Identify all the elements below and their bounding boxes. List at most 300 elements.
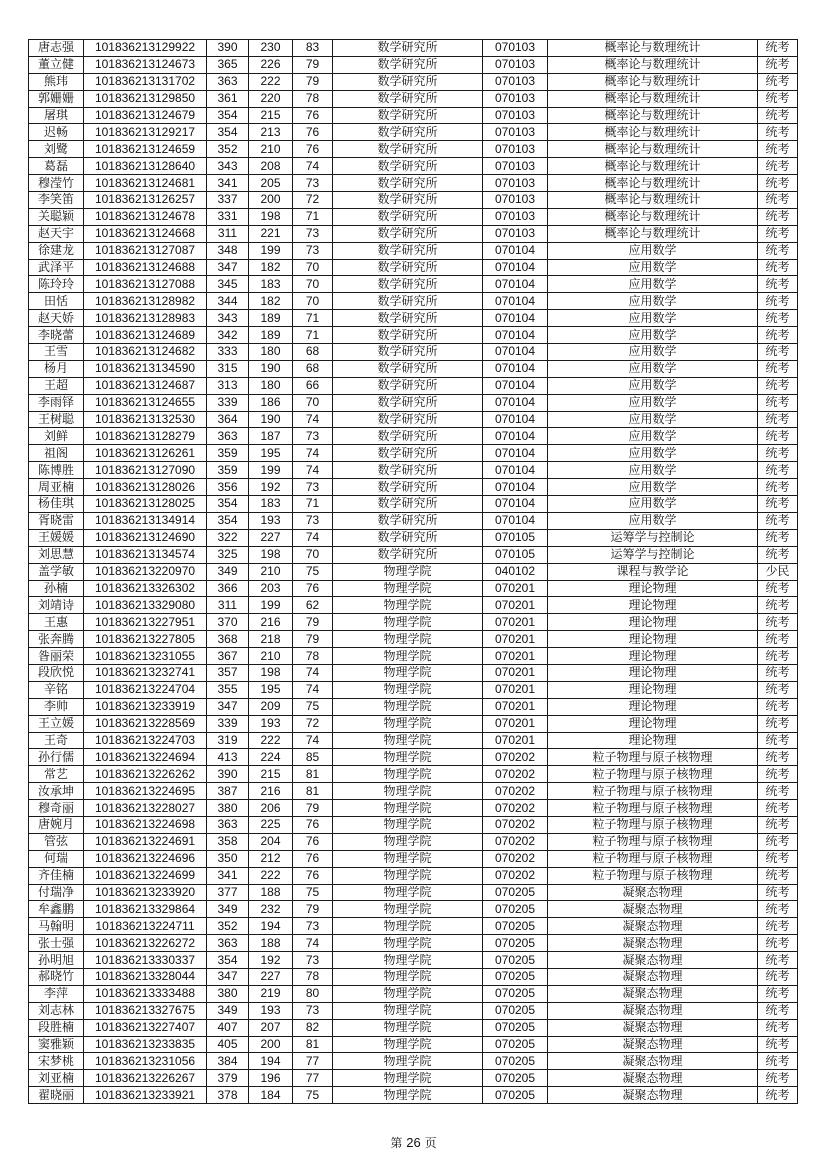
exam-id: 101836213333488 xyxy=(84,985,207,1002)
subtotal-score: 213 xyxy=(249,124,293,141)
major-code: 070201 xyxy=(483,597,548,614)
table-row xyxy=(29,546,798,563)
exam-id: 101836213224695 xyxy=(84,783,207,800)
exam-type: 统考 xyxy=(758,614,798,631)
major-name: 应用数学 xyxy=(548,377,758,394)
table-row xyxy=(29,479,798,496)
subtotal-score: 193 xyxy=(249,512,293,529)
total-score: 337 xyxy=(207,192,249,209)
major-code: 070104 xyxy=(483,259,548,276)
subject-score: 79 xyxy=(293,800,333,817)
department: 物理学院 xyxy=(333,867,483,884)
subject-score: 76 xyxy=(293,141,333,158)
exam-type: 统考 xyxy=(758,344,798,361)
major-code: 070103 xyxy=(483,107,548,124)
table-row xyxy=(29,698,798,715)
table-row xyxy=(29,276,798,293)
subtotal-score: 207 xyxy=(249,1019,293,1036)
department: 数学研究所 xyxy=(333,276,483,293)
table-row xyxy=(29,293,798,310)
exam-id: 101836213124659 xyxy=(84,141,207,158)
exam-type: 统考 xyxy=(758,783,798,800)
subtotal-score: 222 xyxy=(249,73,293,90)
exam-type: 统考 xyxy=(758,242,798,259)
table-row xyxy=(29,344,798,361)
major-name: 凝聚态物理 xyxy=(548,884,758,901)
major-code: 070104 xyxy=(483,293,548,310)
student-name: 郭姗姗 xyxy=(29,90,84,107)
major-code: 070103 xyxy=(483,73,548,90)
exam-type: 统考 xyxy=(758,141,798,158)
subtotal-score: 195 xyxy=(249,681,293,698)
total-score: 367 xyxy=(207,648,249,665)
total-score: 366 xyxy=(207,580,249,597)
major-code: 070205 xyxy=(483,1087,548,1104)
subject-score: 79 xyxy=(293,614,333,631)
exam-id: 101836213224703 xyxy=(84,732,207,749)
total-score: 311 xyxy=(207,225,249,242)
table-row xyxy=(29,1070,798,1087)
subject-score: 74 xyxy=(293,935,333,952)
total-score: 377 xyxy=(207,884,249,901)
table-body xyxy=(29,40,798,1104)
subtotal-score: 218 xyxy=(249,631,293,648)
department: 物理学院 xyxy=(333,698,483,715)
subject-score: 73 xyxy=(293,225,333,242)
subtotal-score: 215 xyxy=(249,107,293,124)
subtotal-score: 225 xyxy=(249,816,293,833)
exam-id: 101836213233919 xyxy=(84,698,207,715)
table-row xyxy=(29,175,798,192)
department: 物理学院 xyxy=(333,563,483,580)
subject-score: 73 xyxy=(293,242,333,259)
subject-score: 72 xyxy=(293,715,333,732)
department: 数学研究所 xyxy=(333,512,483,529)
student-name: 郝晓竹 xyxy=(29,968,84,985)
subject-score: 73 xyxy=(293,918,333,935)
major-name: 运筹学与控制论 xyxy=(548,529,758,546)
subtotal-score: 199 xyxy=(249,462,293,479)
major-code: 040102 xyxy=(483,563,548,580)
table-row xyxy=(29,816,798,833)
table-row xyxy=(29,1036,798,1053)
department: 数学研究所 xyxy=(333,259,483,276)
major-code: 070205 xyxy=(483,884,548,901)
student-name: 迟畅 xyxy=(29,124,84,141)
exam-type: 统考 xyxy=(758,327,798,344)
subtotal-score: 192 xyxy=(249,479,293,496)
exam-type: 统考 xyxy=(758,310,798,327)
exam-id: 101836213124681 xyxy=(84,175,207,192)
student-name: 李帅 xyxy=(29,698,84,715)
subject-score: 73 xyxy=(293,1002,333,1019)
exam-id: 101836213124678 xyxy=(84,208,207,225)
major-code: 070103 xyxy=(483,90,548,107)
total-score: 354 xyxy=(207,107,249,124)
department: 数学研究所 xyxy=(333,192,483,209)
major-name: 概率论与数理统计 xyxy=(548,225,758,242)
subtotal-score: 188 xyxy=(249,884,293,901)
table-row xyxy=(29,563,798,580)
subtotal-score: 190 xyxy=(249,360,293,377)
total-score: 339 xyxy=(207,715,249,732)
major-name: 应用数学 xyxy=(548,293,758,310)
total-score: 413 xyxy=(207,749,249,766)
major-name: 凝聚态物理 xyxy=(548,1019,758,1036)
exam-id: 101836213127088 xyxy=(84,276,207,293)
exam-type: 统考 xyxy=(758,73,798,90)
subtotal-score: 188 xyxy=(249,935,293,952)
department: 物理学院 xyxy=(333,901,483,918)
exam-id: 101836213224704 xyxy=(84,681,207,698)
exam-type: 统考 xyxy=(758,715,798,732)
exam-id: 101836213124673 xyxy=(84,56,207,73)
exam-type: 统考 xyxy=(758,40,798,57)
table-row xyxy=(29,225,798,242)
department: 数学研究所 xyxy=(333,124,483,141)
table-row xyxy=(29,648,798,665)
subject-score: 83 xyxy=(293,40,333,57)
student-name: 牟鑫鹏 xyxy=(29,901,84,918)
subtotal-score: 230 xyxy=(249,40,293,57)
table-row xyxy=(29,327,798,344)
subject-score: 72 xyxy=(293,192,333,209)
exam-type: 统考 xyxy=(758,445,798,462)
total-score: 380 xyxy=(207,985,249,1002)
student-name: 孙行儒 xyxy=(29,749,84,766)
total-score: 322 xyxy=(207,529,249,546)
major-name: 理论物理 xyxy=(548,664,758,681)
major-name: 凝聚态物理 xyxy=(548,935,758,952)
department: 数学研究所 xyxy=(333,56,483,73)
department: 物理学院 xyxy=(333,715,483,732)
department: 数学研究所 xyxy=(333,496,483,513)
department: 物理学院 xyxy=(333,597,483,614)
exam-id: 101836213134914 xyxy=(84,512,207,529)
subtotal-score: 183 xyxy=(249,496,293,513)
major-code: 070202 xyxy=(483,850,548,867)
major-name: 应用数学 xyxy=(548,259,758,276)
subject-score: 74 xyxy=(293,732,333,749)
student-name: 马翰明 xyxy=(29,918,84,935)
major-code: 070201 xyxy=(483,715,548,732)
major-code: 070104 xyxy=(483,411,548,428)
department: 数学研究所 xyxy=(333,107,483,124)
subject-score: 70 xyxy=(293,546,333,563)
exam-id: 101836213127087 xyxy=(84,242,207,259)
major-code: 070201 xyxy=(483,664,548,681)
major-name: 理论物理 xyxy=(548,614,758,631)
total-score: 356 xyxy=(207,479,249,496)
department: 物理学院 xyxy=(333,1002,483,1019)
exam-type: 统考 xyxy=(758,816,798,833)
total-score: 315 xyxy=(207,360,249,377)
major-name: 应用数学 xyxy=(548,496,758,513)
student-name: 刘志林 xyxy=(29,1002,84,1019)
exam-type: 统考 xyxy=(758,681,798,698)
major-code: 070205 xyxy=(483,952,548,969)
exam-id: 101836213233921 xyxy=(84,1087,207,1104)
department: 数学研究所 xyxy=(333,40,483,57)
department: 物理学院 xyxy=(333,968,483,985)
major-code: 070201 xyxy=(483,614,548,631)
total-score: 354 xyxy=(207,952,249,969)
student-name: 武泽平 xyxy=(29,259,84,276)
subject-score: 70 xyxy=(293,276,333,293)
student-name: 李晓蕾 xyxy=(29,327,84,344)
table-row xyxy=(29,73,798,90)
major-name: 凝聚态物理 xyxy=(548,952,758,969)
student-name: 昝丽荣 xyxy=(29,648,84,665)
subtotal-score: 232 xyxy=(249,901,293,918)
department: 数学研究所 xyxy=(333,175,483,192)
subtotal-score: 183 xyxy=(249,276,293,293)
major-name: 应用数学 xyxy=(548,276,758,293)
subtotal-score: 204 xyxy=(249,833,293,850)
total-score: 342 xyxy=(207,327,249,344)
subtotal-score: 196 xyxy=(249,1070,293,1087)
total-score: 345 xyxy=(207,276,249,293)
exam-type: 统考 xyxy=(758,631,798,648)
table-row xyxy=(29,259,798,276)
major-code: 070202 xyxy=(483,766,548,783)
major-name: 概率论与数理统计 xyxy=(548,141,758,158)
major-name: 概率论与数理统计 xyxy=(548,56,758,73)
department: 物理学院 xyxy=(333,918,483,935)
table-row xyxy=(29,766,798,783)
table-row xyxy=(29,242,798,259)
table-row xyxy=(29,90,798,107)
subtotal-score: 198 xyxy=(249,208,293,225)
exam-id: 101836213233835 xyxy=(84,1036,207,1053)
subject-score: 73 xyxy=(293,952,333,969)
exam-type: 统考 xyxy=(758,546,798,563)
major-name: 粒子物理与原子核物理 xyxy=(548,850,758,867)
subtotal-score: 222 xyxy=(249,732,293,749)
major-name: 应用数学 xyxy=(548,310,758,327)
student-name: 王超 xyxy=(29,377,84,394)
student-name: 祖阁 xyxy=(29,445,84,462)
exam-type: 统考 xyxy=(758,496,798,513)
exam-type: 统考 xyxy=(758,1019,798,1036)
student-name: 陈博胜 xyxy=(29,462,84,479)
department: 物理学院 xyxy=(333,749,483,766)
exam-type: 统考 xyxy=(758,377,798,394)
major-name: 凝聚态物理 xyxy=(548,985,758,1002)
exam-type: 少民 xyxy=(758,563,798,580)
major-code: 070202 xyxy=(483,749,548,766)
exam-id: 101836213124668 xyxy=(84,225,207,242)
table-row xyxy=(29,732,798,749)
student-name: 刘鲜 xyxy=(29,428,84,445)
subject-score: 79 xyxy=(293,631,333,648)
subtotal-score: 220 xyxy=(249,90,293,107)
subtotal-score: 186 xyxy=(249,394,293,411)
subject-score: 76 xyxy=(293,850,333,867)
major-code: 070104 xyxy=(483,327,548,344)
major-name: 概率论与数理统计 xyxy=(548,208,758,225)
major-code: 070104 xyxy=(483,344,548,361)
student-name: 孙明旭 xyxy=(29,952,84,969)
major-name: 课程与教学论 xyxy=(548,563,758,580)
exam-type: 统考 xyxy=(758,918,798,935)
total-score: 341 xyxy=(207,867,249,884)
subject-score: 79 xyxy=(293,901,333,918)
subject-score: 75 xyxy=(293,884,333,901)
exam-id: 101836213224691 xyxy=(84,833,207,850)
major-name: 凝聚态物理 xyxy=(548,1070,758,1087)
table-row xyxy=(29,158,798,175)
major-code: 070103 xyxy=(483,208,548,225)
total-score: 344 xyxy=(207,293,249,310)
student-name: 唐婉月 xyxy=(29,816,84,833)
exam-id: 101836213227805 xyxy=(84,631,207,648)
major-code: 070103 xyxy=(483,40,548,57)
exam-id: 101836213228027 xyxy=(84,800,207,817)
exam-type: 统考 xyxy=(758,276,798,293)
major-name: 理论物理 xyxy=(548,715,758,732)
subtotal-score: 199 xyxy=(249,597,293,614)
major-code: 070103 xyxy=(483,225,548,242)
total-score: 380 xyxy=(207,800,249,817)
exam-type: 统考 xyxy=(758,1036,798,1053)
major-code: 070205 xyxy=(483,935,548,952)
total-score: 349 xyxy=(207,901,249,918)
student-name: 唐志强 xyxy=(29,40,84,57)
subject-score: 80 xyxy=(293,985,333,1002)
exam-type: 统考 xyxy=(758,580,798,597)
subtotal-score: 221 xyxy=(249,225,293,242)
exam-id: 101836213129922 xyxy=(84,40,207,57)
student-name: 刘亚楠 xyxy=(29,1070,84,1087)
table-row xyxy=(29,800,798,817)
subtotal-score: 224 xyxy=(249,749,293,766)
department: 物理学院 xyxy=(333,648,483,665)
student-name: 葛磊 xyxy=(29,158,84,175)
exam-id: 101836213226267 xyxy=(84,1070,207,1087)
exam-type: 统考 xyxy=(758,124,798,141)
major-code: 070104 xyxy=(483,512,548,529)
department: 数学研究所 xyxy=(333,344,483,361)
major-name: 凝聚态物理 xyxy=(548,1036,758,1053)
total-score: 354 xyxy=(207,496,249,513)
exam-id: 101836213231056 xyxy=(84,1053,207,1070)
subject-score: 77 xyxy=(293,1070,333,1087)
exam-id: 101836213124679 xyxy=(84,107,207,124)
major-code: 070205 xyxy=(483,1002,548,1019)
table-row xyxy=(29,208,798,225)
student-name: 屠琪 xyxy=(29,107,84,124)
exam-type: 统考 xyxy=(758,1053,798,1070)
major-code: 070202 xyxy=(483,833,548,850)
table-row xyxy=(29,681,798,698)
student-name: 王雪 xyxy=(29,344,84,361)
table-row xyxy=(29,428,798,445)
table-row xyxy=(29,394,798,411)
table-row xyxy=(29,310,798,327)
table-row xyxy=(29,918,798,935)
total-score: 407 xyxy=(207,1019,249,1036)
subject-score: 68 xyxy=(293,360,333,377)
exam-id: 101836213124682 xyxy=(84,344,207,361)
total-score: 358 xyxy=(207,833,249,850)
major-name: 凝聚态物理 xyxy=(548,968,758,985)
subtotal-score: 227 xyxy=(249,968,293,985)
major-code: 070205 xyxy=(483,985,548,1002)
department: 数学研究所 xyxy=(333,411,483,428)
exam-type: 统考 xyxy=(758,428,798,445)
exam-type: 统考 xyxy=(758,749,798,766)
total-score: 343 xyxy=(207,158,249,175)
student-name: 孙楠 xyxy=(29,580,84,597)
major-code: 070103 xyxy=(483,56,548,73)
subtotal-score: 194 xyxy=(249,1053,293,1070)
major-name: 粒子物理与原子核物理 xyxy=(548,816,758,833)
subtotal-score: 187 xyxy=(249,428,293,445)
exam-id: 101836213228569 xyxy=(84,715,207,732)
exam-id: 101836213128026 xyxy=(84,479,207,496)
subject-score: 62 xyxy=(293,597,333,614)
exam-type: 统考 xyxy=(758,648,798,665)
table-row xyxy=(29,783,798,800)
total-score: 348 xyxy=(207,242,249,259)
department: 数学研究所 xyxy=(333,141,483,158)
department: 数学研究所 xyxy=(333,462,483,479)
department: 数学研究所 xyxy=(333,225,483,242)
student-name: 张士强 xyxy=(29,935,84,952)
total-score: 333 xyxy=(207,344,249,361)
major-code: 070105 xyxy=(483,529,548,546)
exam-id: 101836213233920 xyxy=(84,884,207,901)
table-row xyxy=(29,749,798,766)
exam-id: 101836213128640 xyxy=(84,158,207,175)
major-name: 应用数学 xyxy=(548,327,758,344)
subject-score: 74 xyxy=(293,681,333,698)
department: 物理学院 xyxy=(333,816,483,833)
exam-id: 101836213329080 xyxy=(84,597,207,614)
table-row xyxy=(29,597,798,614)
subject-score: 70 xyxy=(293,394,333,411)
subject-score: 74 xyxy=(293,529,333,546)
department: 数学研究所 xyxy=(333,360,483,377)
major-name: 凝聚态物理 xyxy=(548,1002,758,1019)
department: 数学研究所 xyxy=(333,90,483,107)
total-score: 349 xyxy=(207,563,249,580)
exam-id: 101836213328044 xyxy=(84,968,207,985)
major-name: 应用数学 xyxy=(548,344,758,361)
subject-score: 74 xyxy=(293,411,333,428)
major-code: 070205 xyxy=(483,968,548,985)
major-code: 070103 xyxy=(483,124,548,141)
major-name: 粒子物理与原子核物理 xyxy=(548,783,758,800)
total-score: 354 xyxy=(207,124,249,141)
exam-id: 101836213128983 xyxy=(84,310,207,327)
table-row xyxy=(29,411,798,428)
subtotal-score: 193 xyxy=(249,1002,293,1019)
major-code: 070104 xyxy=(483,479,548,496)
student-name: 常艺 xyxy=(29,766,84,783)
exam-type: 统考 xyxy=(758,766,798,783)
exam-type: 统考 xyxy=(758,664,798,681)
total-score: 363 xyxy=(207,428,249,445)
exam-type: 统考 xyxy=(758,90,798,107)
total-score: 363 xyxy=(207,73,249,90)
major-code: 070202 xyxy=(483,800,548,817)
exam-type: 统考 xyxy=(758,1002,798,1019)
department: 物理学院 xyxy=(333,935,483,952)
major-name: 理论物理 xyxy=(548,698,758,715)
total-score: 347 xyxy=(207,968,249,985)
